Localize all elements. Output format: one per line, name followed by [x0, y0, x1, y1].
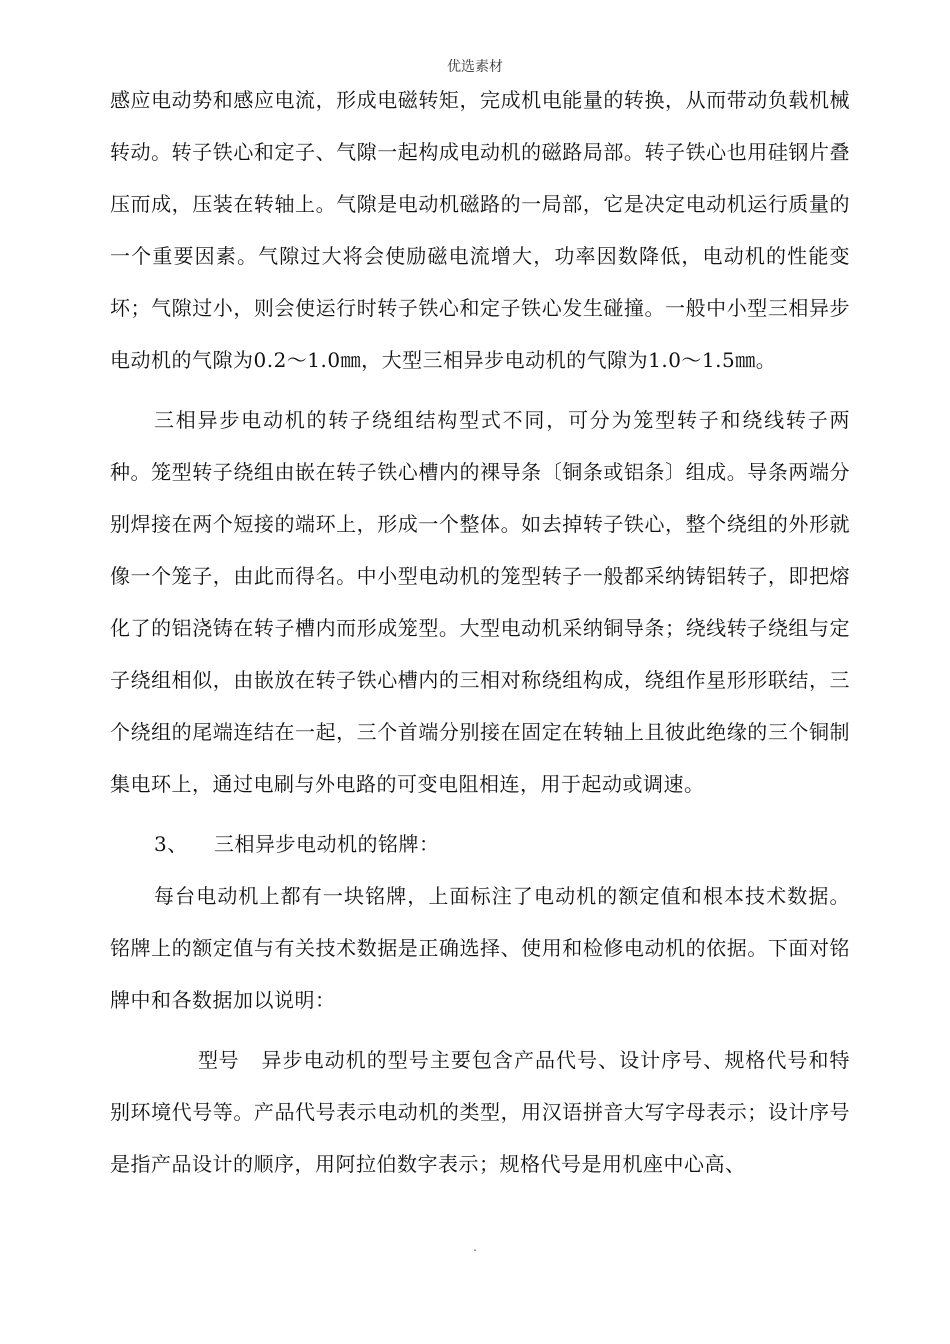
section-number: 3、 [154, 832, 188, 856]
section-heading [110, 818, 850, 870]
paragraph-rotor-winding: 三相异步电动机的转子绕组结构型式不同，可分为笼型转子和绕线转子两种。笼型转子绕组由嵌在转子铁心槽内的裸导条〔铜条或铝条〕组成。导条两端分别焊接在两个短接的端环上，形成一个整体。如去掉转子铁心，整个绕组的外形就像一个笼子，由此而得名。中小型电动机的笼型转子一般都采纳铸铝转子，即把熔化了的铝浇铸在转子槽内而形成笼型。大型电动机采纳铜导条；绕线转子绕组与定子绕组相似，由嵌放在转子铁心槽内的三相对称绕组构成，绕组作星形形联结，三个绕组的尾端连结在一起，三个首端分别接在固定在转轴上且彼此绝缘的三个铜制集电环上，通过电刷与外电路的可变电阻相连，用于起动或调速。 [110, 408, 850, 796]
model-term: 型号 [198, 1048, 239, 1072]
model-description: 异步电动机的型号主要包含产品代号、设计序号、规格代号和特别环境代号等。产品代号表示电动机的类型，用汉语拼音大写字母表示；设计序号是指产品设计的顺序，用阿拉伯数字表示；规格代号是用机座中心高、 [110, 1048, 850, 1176]
paragraph-model [110, 1034, 850, 1190]
paragraph-nameplate-intro: 每台电动机上都有一块铭牌，上面标注了电动机的额定值和根本技术数据。铭牌上的额定值与有关技术数据是正确选择、使用和检修电动机的依据。下面对铭牌中和各数据加以说明： [110, 884, 850, 1012]
paragraph-air-gap: 感应电动势和感应电流，形成电磁转矩，完成机电能量的转换，从而带动负载机械转动。转子铁心和定子、气隙一起构成电动机的磁路局部。转子铁心也用硅钢片叠压而成，压装在转轴上。气隙是电动机磁路的一局部，它是决定电动机运行质量的一个重要因素。气隙过大将会使励磁电流增大，功率因数降低，电动机的性能变坏；气隙过小，则会使运行时转子铁心和定子铁心发生碰撞。一般中小型三相异步电动机的气隙为0.2～1.0㎜，大型三相异步电动机的气隙为1.0～1.5㎜。 [110, 88, 850, 372]
document-body [110, 74, 850, 1190]
page-header: 优选素材 [447, 59, 503, 75]
section-title: 三相异步电动机的铭牌： [214, 832, 440, 856]
page-footer-mark: . [473, 1240, 477, 1254]
